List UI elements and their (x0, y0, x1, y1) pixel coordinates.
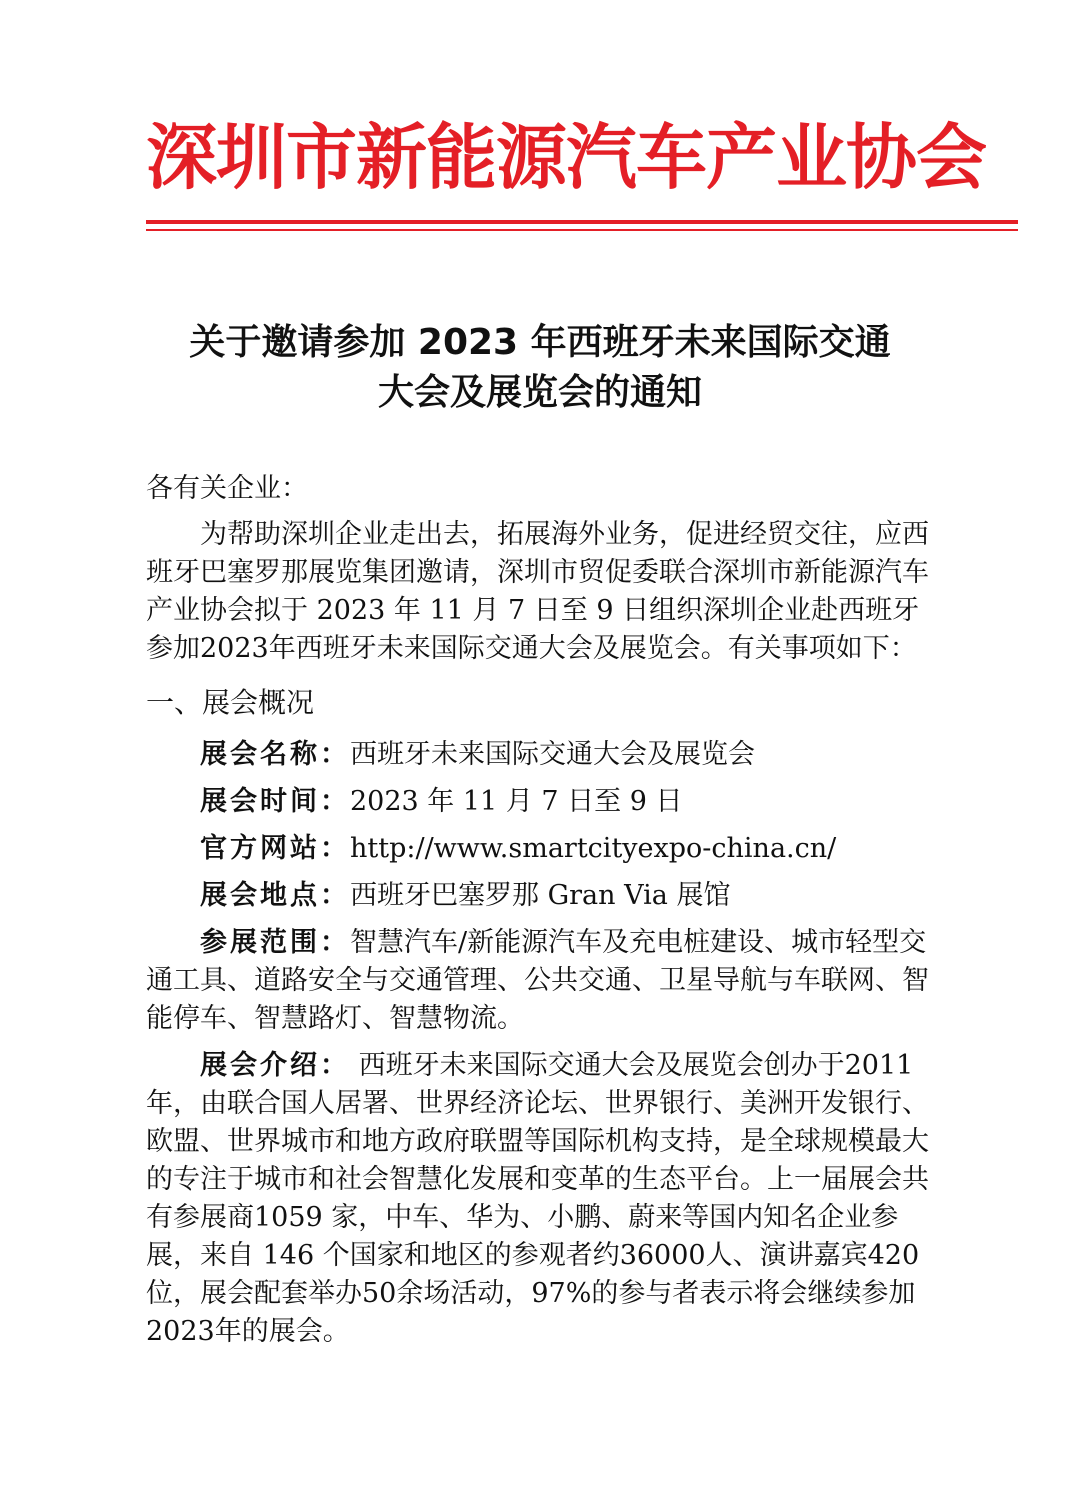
organization-header: 深圳市新能源汽车产业协会 (146, 116, 987, 199)
section-heading-overview: 一、展会概况 (146, 686, 315, 719)
field-value: 智慧汽车/新能源汽车及充电桩建设、城市轻型交通工具、道路安全与交通管理、公共交通、卫星导航与车联网、智能停车、智慧路灯、智慧物流。 (146, 927, 929, 1034)
intro-paragraph: 为帮助深圳企业走出去，拓展海外业务，促进经贸交往，应西班牙巴塞罗那展览集团邀请，深圳市贸促委联合深圳市新能源汽车产业协会拟于 2023 年 11 月 7 日至 9 日组织深圳企业赴西班牙参加2023年西班牙未来国际交通大会及展览会。有关事项如下： (146, 519, 929, 664)
document-body (146, 470, 936, 1360)
field-official-website (146, 830, 936, 868)
field-expo-introduction (146, 1047, 936, 1351)
field-value: 西班牙未来国际交通大会及展览会创办于2011年，由联合国人居署、世界经济论坛、世界银行、美洲开发银行、欧盟、世界城市和地方政府联盟等国际机构支持，是全球规模最大的专注于城市和社会智慧化发展和变革的生态平台。上一届展会共有参展商1059 家，中车、华为、小鹏、蔚来等国内知名企业参展，来自 146 个国家和地区的参观者约36000人、演讲嘉宾420 位，展会配套举办50余场活动，97%的参与者表示将会继续参加 2023年的展会。 (146, 1050, 929, 1347)
field-expo-name (146, 736, 936, 774)
field-value: 2023 年 11 月 7 日至 9 日 (350, 786, 683, 817)
field-expo-time (146, 783, 936, 821)
field-label: 官方网站： (200, 833, 350, 864)
field-value: 西班牙巴塞罗那 Gran Via 展馆 (350, 880, 731, 911)
field-label: 展会介绍： (200, 1050, 350, 1081)
header-divider-thin (146, 229, 1018, 231)
field-value: 西班牙未来国际交通大会及展览会 (350, 739, 755, 770)
salutation: 各有关企业： (146, 473, 308, 504)
document-title-line1: 关于邀请参加 2023 年西班牙未来国际交通 (189, 322, 891, 363)
field-label: 展会时间： (200, 786, 350, 817)
document-title-line2: 大会及展览会的通知 (377, 372, 702, 413)
field-label: 展会名称： (200, 739, 350, 770)
field-expo-location (146, 877, 936, 915)
website-link[interactable]: http://www.smartcityexpo-china.cn/ (350, 833, 837, 864)
header-divider-thick (146, 220, 1018, 224)
field-exhibit-scope (146, 924, 936, 1038)
document-title (120, 318, 960, 418)
field-label: 参展范围： (200, 927, 350, 958)
field-label: 展会地点： (200, 880, 350, 911)
